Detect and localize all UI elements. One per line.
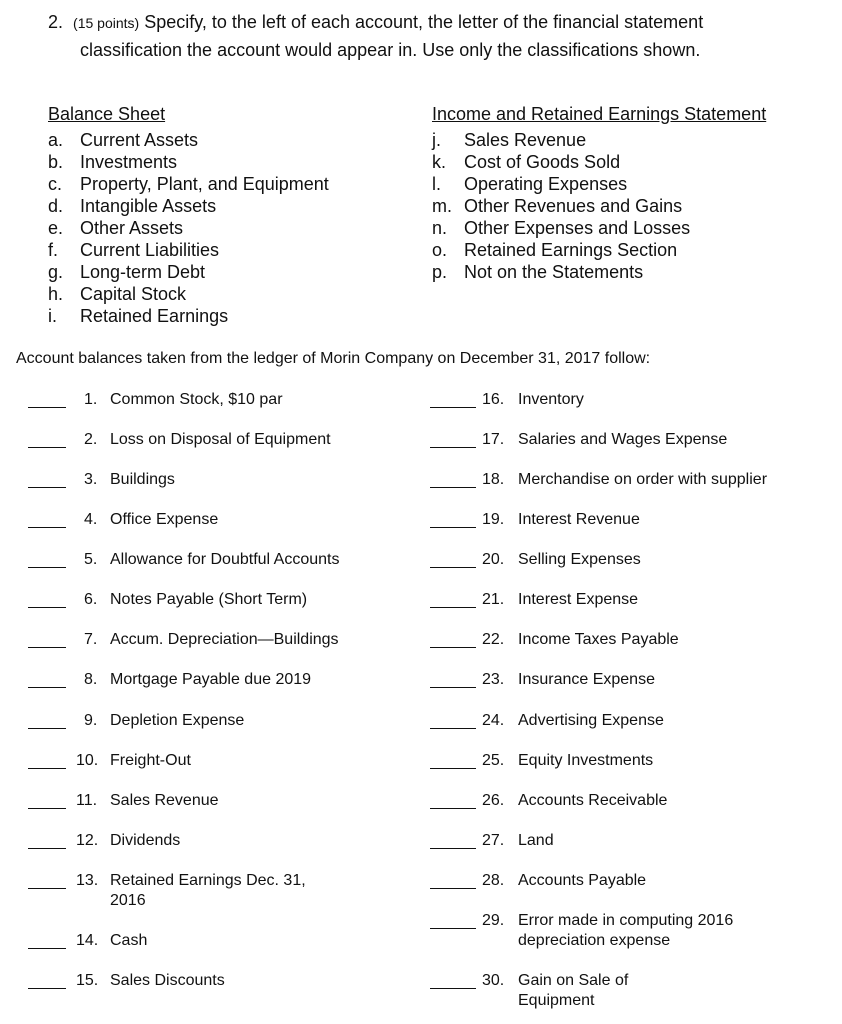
classification-letter: j. [432, 130, 441, 150]
balance-sheet-heading: Balance Sheet [48, 104, 166, 124]
account-name-line: Equipment [518, 992, 595, 1009]
account-name [518, 711, 664, 731]
account-name-line: Sales Discounts [110, 972, 225, 989]
account-number: 21. [482, 591, 505, 608]
account-name-line: Salaries and Wages Expense [518, 431, 728, 448]
account-name-line: Error made in computing 2016 [518, 912, 734, 929]
answer-blank[interactable] [430, 808, 476, 809]
account-name-line: Accounts Payable [518, 872, 647, 889]
classification-label: Retained Earnings Section [464, 240, 678, 260]
account-name-line: Land [518, 832, 554, 849]
classification-letter: g. [48, 262, 64, 282]
answer-blank[interactable] [430, 487, 476, 488]
answer-blank[interactable] [430, 647, 476, 648]
account-name [518, 751, 653, 771]
account-number: 16. [482, 391, 505, 408]
account-name-line: Merchandise on order with supplier [518, 471, 768, 488]
account-name [518, 630, 679, 650]
answer-blank[interactable] [430, 687, 476, 688]
account-number: 7. [84, 631, 98, 648]
answer-blank[interactable] [430, 768, 476, 769]
account-name-line: Freight-Out [110, 752, 191, 769]
account-name [110, 590, 307, 610]
account-name-line: Notes Payable (Short Term) [110, 591, 308, 608]
account-name [110, 670, 311, 690]
account-number: 25. [482, 752, 505, 769]
account-name [110, 430, 331, 450]
classification-label: Not on the Statements [464, 262, 644, 282]
account-name [518, 550, 641, 570]
account-name-line: Sales Revenue [110, 792, 219, 809]
answer-blank[interactable] [28, 888, 66, 889]
answer-blank[interactable] [430, 607, 476, 608]
account-name [518, 911, 733, 951]
question-points: (15 points) [73, 15, 140, 31]
account-number: 9. [84, 712, 98, 729]
answer-blank[interactable] [28, 527, 66, 528]
account-name [110, 751, 191, 771]
account-number: 13. [76, 872, 99, 889]
classification-letter: o. [432, 240, 448, 260]
account-name-line: Buildings [110, 471, 175, 488]
classification-letter: l. [432, 174, 441, 194]
income-statement-heading: Income and Retained Earnings Statement [432, 104, 767, 124]
answer-blank[interactable] [430, 407, 476, 408]
classification-letter: n. [432, 218, 448, 238]
classification-label: Current Liabilities [80, 240, 220, 260]
account-name-line: Interest Expense [518, 591, 639, 608]
classification-letter: p. [432, 262, 448, 282]
answer-blank[interactable] [430, 447, 476, 448]
account-number: 30. [482, 972, 505, 989]
classification-label: Investments [80, 152, 178, 172]
answer-blank[interactable] [28, 687, 66, 688]
account-name-line: Mortgage Payable due 2019 [110, 671, 312, 688]
answer-blank[interactable] [430, 527, 476, 528]
account-name [110, 510, 218, 530]
account-name [110, 871, 306, 911]
account-name [518, 510, 640, 530]
classification-label: Cost of Goods Sold [464, 152, 621, 172]
answer-blank[interactable] [28, 447, 66, 448]
account-number: 20. [482, 551, 505, 568]
answer-blank[interactable] [28, 407, 66, 408]
question-line-1: Specify, to the left of each account, the letter of the financial statement [144, 12, 704, 32]
classification-label: Intangible Assets [80, 196, 217, 216]
classification-label: Retained Earnings [80, 306, 229, 326]
account-name [518, 430, 727, 450]
answer-blank[interactable] [28, 848, 66, 849]
account-name [110, 470, 175, 490]
classification-letter: b. [48, 152, 64, 172]
answer-blank[interactable] [28, 487, 66, 488]
account-name [518, 670, 655, 690]
account-number: 14. [76, 932, 99, 949]
account-name-line: Cash [110, 932, 148, 949]
account-number: 29. [482, 912, 505, 929]
account-name [110, 831, 180, 851]
classification-label: Other Assets [80, 218, 184, 238]
account-number: 17. [482, 431, 505, 448]
account-number: 15. [76, 972, 99, 989]
account-name-line: Equity Investments [518, 752, 654, 769]
account-name [110, 971, 225, 991]
account-number: 26. [482, 792, 505, 809]
account-name-line: Allowance for Doubtful Accounts [110, 551, 340, 568]
account-name [518, 871, 646, 891]
account-number: 19. [482, 511, 505, 528]
account-name-line: Retained Earnings Dec. 31, [110, 872, 306, 889]
account-name-line: Depletion Expense [110, 712, 245, 729]
classification-label: Current Assets [80, 130, 199, 150]
answer-blank[interactable] [28, 768, 66, 769]
classification-label: Operating Expenses [464, 174, 628, 194]
account-number: 12. [76, 832, 99, 849]
account-name [518, 971, 628, 1011]
classification-label: Sales Revenue [464, 130, 587, 150]
account-number: 27. [482, 832, 505, 849]
answer-blank[interactable] [28, 948, 66, 949]
account-name [110, 630, 339, 650]
classification-label: Long-term Debt [80, 262, 206, 282]
account-number: 2. [84, 431, 98, 448]
classification-letter: k. [432, 152, 447, 172]
account-name [110, 550, 339, 570]
account-name-line: Accum. Depreciation—Buildings [110, 631, 339, 648]
account-name-line: Selling Expenses [518, 551, 641, 568]
account-number: 8. [84, 671, 98, 688]
account-number: 1. [84, 391, 98, 408]
account-name [110, 791, 219, 811]
classification-label: Property, Plant, and Equipment [80, 174, 329, 194]
question-number-text: 2. [48, 12, 64, 32]
account-number: 5. [84, 551, 98, 568]
question-line-2: classification the account would appear in. Use only the classifications shown. [80, 40, 701, 60]
classification-letter: f. [48, 240, 59, 260]
classification-label: Other Expenses and Losses [464, 218, 691, 238]
answer-blank[interactable] [28, 808, 66, 809]
account-name-line: Common Stock, $10 par [110, 391, 283, 408]
account-name-line: Advertising Expense [518, 712, 664, 729]
account-number: 28. [482, 872, 505, 889]
account-name-line: Income Taxes Payable [518, 631, 679, 648]
answer-blank[interactable] [430, 888, 476, 889]
account-name-line: Insurance Expense [518, 671, 655, 688]
classification-letter: c. [48, 174, 63, 194]
account-name-line: Interest Revenue [518, 511, 640, 528]
account-number: 3. [84, 471, 98, 488]
account-number: 10. [76, 752, 99, 769]
classification-label: Capital Stock [80, 284, 187, 304]
account-name [518, 831, 554, 851]
classification-letter: e. [48, 218, 64, 238]
answer-blank[interactable] [28, 607, 66, 608]
account-number: 24. [482, 712, 505, 729]
classification-letter: d. [48, 196, 64, 216]
account-name-line: Office Expense [110, 511, 219, 528]
answer-blank[interactable] [430, 928, 476, 929]
account-name [518, 470, 767, 490]
answer-blank[interactable] [28, 988, 66, 989]
account-name-line: Loss on Disposal of Equipment [110, 431, 331, 448]
account-number: 11. [76, 792, 98, 809]
account-name-line: depreciation expense [518, 932, 671, 949]
classification-letter: i. [48, 306, 57, 326]
classification-letter: m. [432, 196, 452, 216]
account-name-line: Accounts Receivable [518, 792, 668, 809]
account-name-line: Inventory [518, 391, 584, 408]
account-name-line: Gain on Sale of [518, 972, 629, 989]
accounts-intro: Account balances taken from the ledger of Morin Company on December 31, 2017 follow: [16, 350, 651, 367]
account-name [110, 390, 283, 410]
answer-blank[interactable] [28, 647, 66, 648]
account-name [518, 791, 667, 811]
account-number: 23. [482, 671, 505, 688]
answer-blank[interactable] [430, 848, 476, 849]
account-name-line: 2016 [110, 892, 146, 909]
account-number: 6. [84, 591, 98, 608]
answer-blank[interactable] [430, 728, 476, 729]
classification-letter: h. [48, 284, 64, 304]
answer-blank[interactable] [28, 728, 66, 729]
account-name [110, 711, 244, 731]
answer-blank[interactable] [430, 567, 476, 568]
account-number: 18. [482, 471, 505, 488]
account-number: 4. [84, 511, 98, 528]
account-number: 22. [482, 631, 505, 648]
account-name-line: Dividends [110, 832, 181, 849]
answer-blank[interactable] [430, 988, 476, 989]
classification-letter: a. [48, 130, 64, 150]
account-name [518, 590, 638, 610]
answer-blank[interactable] [28, 567, 66, 568]
account-name [110, 931, 147, 951]
question-number [48, 12, 703, 33]
account-name [518, 390, 584, 410]
classification-label: Other Revenues and Gains [464, 196, 683, 216]
